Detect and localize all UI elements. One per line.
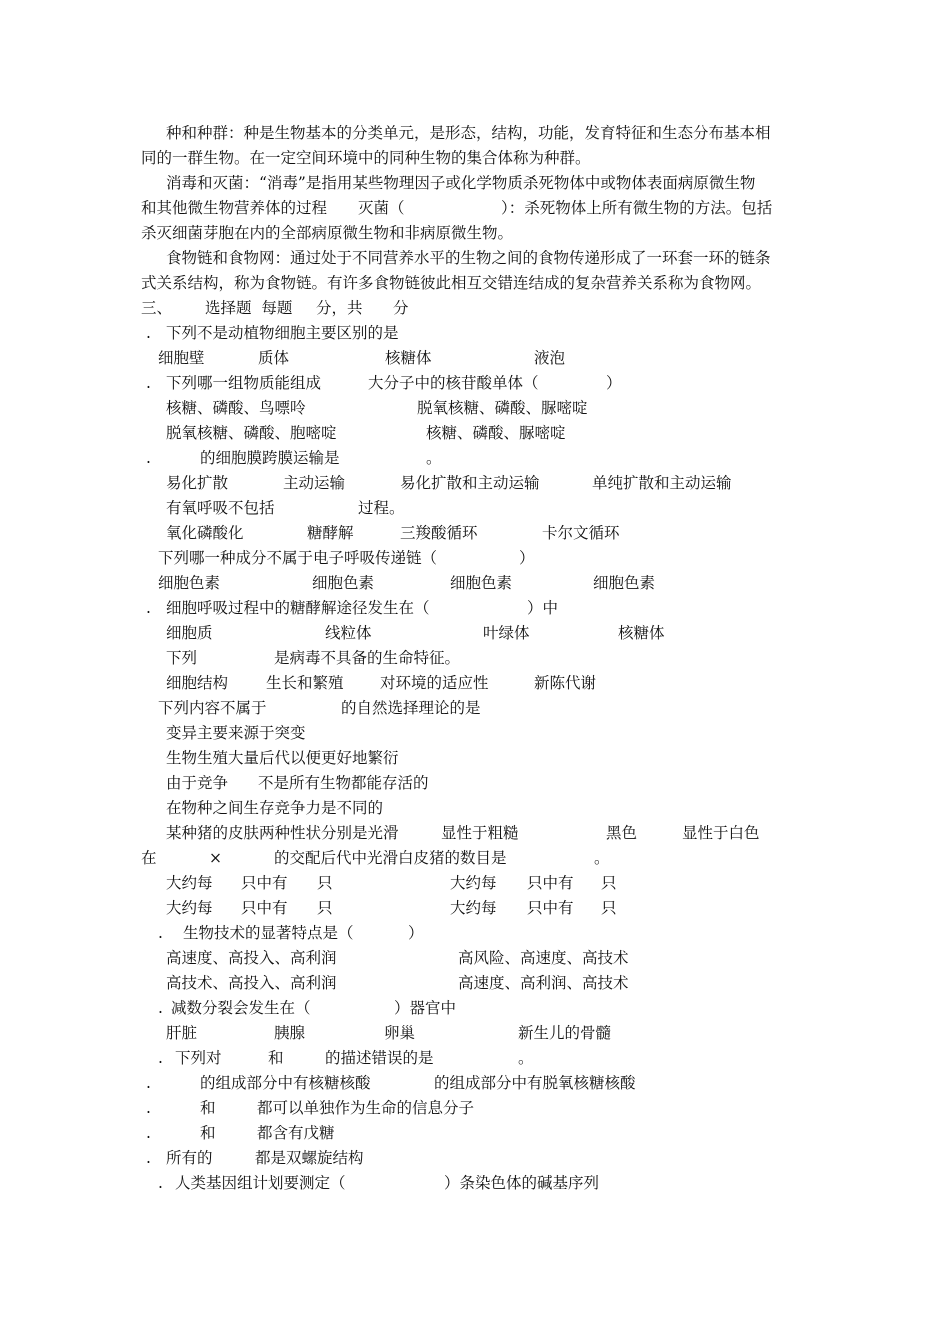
- question-4-options: 氧化磷酸化 糖酵解 三羧酸循环 卡尔文循环: [166, 524, 620, 542]
- question-12-option-c: . 和 都含有戊糖: [146, 1124, 335, 1142]
- definition-species-line-1: 种和种群：种是生物基本的分类单元，是形态，结构，功能，发育特征和生态分布基本相: [166, 124, 771, 142]
- question-9-stem-line-2: 在 × 的交配后代中光滑白皮猪的数目是 。: [141, 849, 610, 867]
- question-12-stem: . 下列对 和 的描述错误的是 。: [158, 1049, 534, 1067]
- question-3-options: 易化扩散 主动运输 易化扩散和主动运输 单纯扩散和主动运输: [166, 474, 732, 492]
- definition-disinfection-line-2: 和其他微生物营养体的过程 灭菌（ ）：杀死物体上所有微生物的方法。包括: [141, 199, 773, 217]
- question-10-stem: . 生物技术的显著特点是（ ）: [158, 924, 424, 942]
- question-8-option-d: 在物种之间生存竞争力是不同的: [166, 799, 384, 817]
- question-10-options-row-1: 高速度、高投入、高利润 高风险、高速度、高技术: [166, 949, 629, 967]
- question-7-stem: 下列 是病毒不具备的生命特征。: [166, 649, 461, 667]
- section-header: 三、 选择题 每题 分，共 分: [141, 299, 409, 317]
- question-8-stem: 下列内容不属于 的自然选择理论的是: [158, 699, 481, 717]
- definition-species-line-2: 同的一群生物。在一定空间环境中的同种生物的集合体称为种群。: [141, 149, 591, 167]
- question-5-stem: 下列哪一种成分不属于电子呼吸传递链（ ）: [158, 549, 535, 567]
- question-7-options: 细胞结构 生长和繁殖 对环境的适应性 新陈代谢: [166, 674, 597, 692]
- definition-food-chain-line-2: 式关系结构，称为食物链。有许多食物链彼此相互交错连结成的复杂营养关系称为食物网。: [141, 274, 762, 292]
- question-6-stem: . 细胞呼吸过程中的糖酵解途径发生在（ ）中: [146, 599, 559, 617]
- definition-food-chain-line-1: 食物链和食物网：通过处于不同营养水平的生物之间的食物传递形成了一环套一环的链条: [166, 249, 771, 267]
- question-4-stem: 有氧呼吸不包括 过程。: [166, 499, 405, 517]
- question-2-stem: . 下列哪一组物质能组成 大分子中的核苷酸单体（ ）: [146, 374, 622, 392]
- question-6-options: 细胞质 线粒体 叶绿体 核糖体: [166, 624, 665, 642]
- question-8-option-c: 由于竞争 不是所有生物都能存活的: [166, 774, 429, 792]
- question-2-options-row-2: 脱氧核糖、磷酸、胞嘧啶 核糖、磷酸、脲嘧啶: [166, 424, 566, 442]
- question-1-stem: . 下列不是动植物细胞主要区别的是: [146, 324, 399, 342]
- question-10-options-row-2: 高技术、高投入、高利润 高速度、高利润、高技术: [166, 974, 629, 992]
- question-11-stem: . 减数分裂会发生在（ ）器官中: [158, 999, 457, 1017]
- question-8-option-a: 变异主要来源于突变: [166, 724, 306, 742]
- question-12-option-d: . 所有的 都是双螺旋结构: [146, 1149, 364, 1167]
- question-8-option-b: 生物生殖大量后代以便更好地繁衍: [166, 749, 399, 767]
- question-3-stem: . 的细胞膜跨膜运输是 。: [146, 449, 442, 467]
- question-11-options: 肝脏 胰腺 卵巢 新生儿的骨髓: [166, 1024, 612, 1042]
- question-13-stem: . 人类基因组计划要测定（ ）条染色体的碱基序列: [158, 1174, 600, 1192]
- question-9-options-row-1: 大约每 只中有 只 大约每 只中有 只: [166, 874, 617, 892]
- definition-disinfection-line-3: 杀灭细菌芽胞在内的全部病原微生物和非病原微生物。: [141, 224, 514, 242]
- question-12-option-b: . 和 都可以单独作为生命的信息分子: [146, 1099, 475, 1117]
- question-12-option-a: . 的组成部分中有核糖核酸 的组成部分中有脱氧核糖核酸: [146, 1074, 636, 1092]
- definition-disinfection-line-1: 消毒和灭菌：“消毒”是指用某些物理因子或化学物质杀死物体中或物体表面病原微生物: [166, 174, 756, 192]
- question-2-options-row-1: 核糖、磷酸、鸟嘌呤 脱氧核糖、磷酸、脲嘧啶: [166, 399, 588, 417]
- question-1-options: 细胞壁 质体 核糖体 液泡: [158, 349, 566, 367]
- question-9-stem-line-1: 某种猪的皮肤两种性状分别是光滑 显性于粗糙 黑色 显性于白色: [166, 824, 760, 842]
- question-9-options-row-2: 大约每 只中有 只 大约每 只中有 只: [166, 899, 617, 917]
- question-5-options: 细胞色素 细胞色素 细胞色素 细胞色素: [158, 574, 656, 592]
